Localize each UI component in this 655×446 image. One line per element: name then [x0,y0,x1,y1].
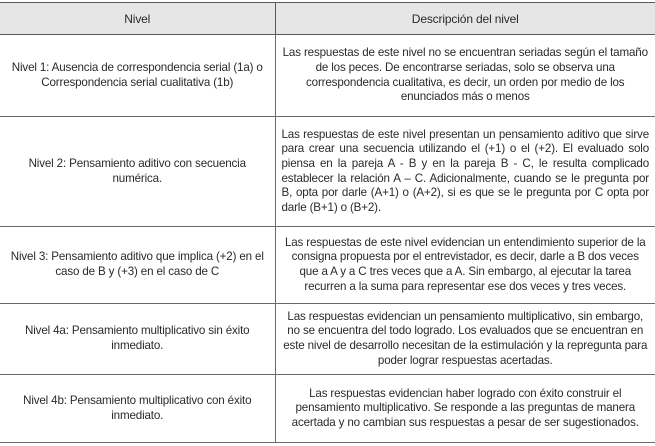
level-cell: Nivel 3: Pensamiento aditivo que implica (+2) en el caso de B y (+3) en el caso de C [0,227,275,304]
description-cell: Las respuestas de este nivel evidencian un entendimiento superior de la consigna propuesta por el entrevistador, es decir, darle a B dos veces que a A y a C tres veces que a A. Sin embargo, al ejecutar la tarea recurren a la suma para representar ese dos veces y tres veces. [275,227,655,304]
level-cell: Nivel 4b: Pensamiento multiplicativo con éxito inmediato. [0,375,275,443]
table-row [0,375,655,443]
description-cell: Las respuestas de este nivel presentan un pensamiento aditivo que sirve para crear una secuencia utilizando el (+1) o el (+2). El evaluado solo piensa en la pareja A - B y en la pareja B - C, le resulta complicado establecer la relación A – C. Adicionalmente, cuando se le pregunta por B, opta por darle (A+1) o (A+2), si es que se le pregunta por C opta por darle (B+1) o (B+2). [275,117,655,227]
column-header-level: Nivel [0,3,275,35]
table-row [0,304,655,375]
level-cell: Nivel 2: Pensamiento aditivo con secuencia numérica. [0,117,275,227]
description-cell: Las respuestas de este nivel no se encuentran seriadas según el tamaño de los peces. De encontrarse seriadas, solo se observa una correspondencia cualitativa, es decir, un orden por medio de los enunciados más o menos [275,35,655,117]
level-cell: Nivel 1: Ausencia de correspondencia serial (1a) o Correspondencia serial cualitativa (1b) [0,35,275,117]
description-cell: Las respuestas evidencian haber logrado con éxito construir el pensamiento multiplicativo. Se responde a las preguntas de manera acertada y no cambian sus respuestas a pesar de ser sugestionados. [275,375,655,443]
level-cell: Nivel 4a: Pensamiento multiplicativo sin éxito inmediato. [0,304,275,375]
levels-table [0,2,655,443]
description-cell: Las respuestas evidencian un pensamiento multiplicativo, sin embargo, no se encuentra del todo logrado. Los evaluados que se encuentran en este nivel de desarrollo necesitan de la estimulación y la repregunta para poder lograr respuestas acertadas. [275,304,655,375]
table-row [0,227,655,304]
table-row [0,117,655,227]
table-row [0,35,655,117]
column-header-description: Descripción del nivel [275,3,655,35]
table-header-row [0,3,655,35]
